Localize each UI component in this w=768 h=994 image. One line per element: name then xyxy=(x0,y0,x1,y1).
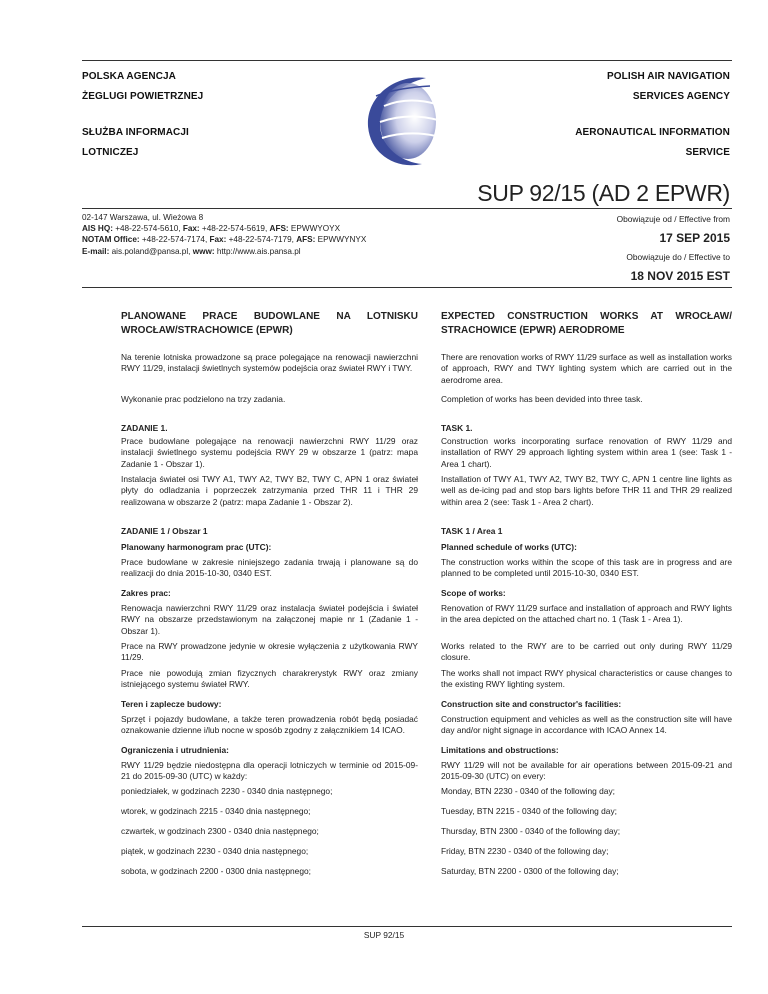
right-area1-heading: TASK 1 / Area 1 xyxy=(441,526,503,536)
right-day-1: Monday, BTN 2230 - 0340 of the following day; xyxy=(441,786,615,796)
left-task1-p1: Prace budowlane polegające na renowacji nawierzchni RWY 11/29 oraz instalacji świetlnego systemu podejścia RWY 29 w obszarze 1 (patrz: mapa Zadanie 1 - Obszar 1). xyxy=(121,436,418,469)
left-day-1: poniedziałek, w godzinach 2230 - 0340 dnia następnego; xyxy=(121,786,333,796)
right-day-3: Thursday, BTN 2300 - 0340 of the following day; xyxy=(441,826,621,836)
left-limits-heading: Ograniczenia i utrudnienia: xyxy=(121,745,229,755)
english-column xyxy=(441,0,738,994)
right-task1-heading: TASK 1. xyxy=(441,423,473,433)
right-task1-p1: Construction works incorporating surface renovation of RWY 11/29 and installation of RWY 29 approach lighting system within area 1 (see: Task 1 - Area 1 chart). xyxy=(441,436,732,469)
right-site-text: Construction equipment and vehicles as well as the construction site will have day and/or night signage in accordance with ICAO Annex 14. xyxy=(441,714,732,736)
right-scope-p1: Renovation of RWY 11/29 surface and installation of approach and RWY lights in the area depicted on the attached chart no. 1 (Task 1 - Area 1). xyxy=(441,603,732,625)
agency-name-en-line1: POLISH AIR NAVIGATION xyxy=(606,71,730,82)
service-name-pl-line2: LOTNICZEJ xyxy=(82,147,139,158)
left-site-text: Sprzęt i pojazdy budowlane, a także teren prowadzenia robót będą posiadać oznakowanie dzienne i/lub nocne w sposób zgodny z załącznikiem 14 ICAO. xyxy=(121,714,418,736)
polish-column xyxy=(121,0,418,994)
right-scope-p2: Works related to the RWY are to be carried out only during RWY 11/29 closure. xyxy=(441,641,732,663)
left-site-heading: Teren i zaplecze budowy: xyxy=(121,699,222,709)
left-intro-2: Wykonanie prac podzielono na trzy zadania. xyxy=(121,394,286,404)
service-name-en-line1: AERONAUTICAL INFORMATION xyxy=(575,127,730,138)
footer-rule xyxy=(82,926,732,927)
effective-to-date: 18 NOV 2015 EST xyxy=(630,269,730,283)
left-day-4: piątek, w godzinach 2230 - 0340 dnia następnego; xyxy=(121,846,309,856)
left-scope-p2: Prace na RWY prowadzone jedynie w okresie wyłączenia z użytkowania RWY 11/29. xyxy=(121,641,418,663)
agency-name-pl-line1: POLSKA AGENCJA xyxy=(82,71,177,82)
left-day-5: sobota, w godzinach 2200 - 0300 dnia następnego; xyxy=(121,866,311,876)
right-day-4: Friday, BTN 2230 - 0340 of the following day; xyxy=(441,846,609,856)
left-area1-heading: ZADANIE 1 / Obszar 1 xyxy=(121,526,208,536)
supplement-title: SUP 92/15 (AD 2 EPWR) xyxy=(477,180,730,206)
left-intro-1: Na terenie lotniska prowadzone są prace polegające na renowacji nawierzchni RWY 11/29, instalacji świetlnych systemów podejścia oraz świateł RWY i TWY. xyxy=(121,352,418,374)
ais-hq-line: AIS HQ: +48-22-574-5610, Fax: +48-22-574-5619, AFS: EPWWYOYX xyxy=(82,224,341,234)
left-task1-heading: ZADANIE 1. xyxy=(121,423,168,433)
agency-name-pl-line2: ŻEGLUGI POWIETRZNEJ xyxy=(82,91,204,102)
email-www-line: E-mail: ais.poland@pansa.pl, www: http://www.ais.pansa.pl xyxy=(82,246,301,256)
right-task1-p2: Installation of TWY A1, TWY A2, TWY B2, TWY C, APN 1 centre line lights as well as de-icing pad and stop bars lights before THR 11 and THR 29 realized within area 2 (see: Task 1 - Area 2 chart). xyxy=(441,474,732,507)
effective-from-label: Obowiązuje od / Effective from xyxy=(616,214,730,224)
right-intro-1: There are renovation works of RWY 11/29 surface as well as installation works of approach, RWY and TWY lighting system which are carried out in the aerodrome area. xyxy=(441,352,732,385)
right-schedule-text: The construction works within the scope of this task are in progress and are planned to be completed until 2015-10-30, 0340 EST. xyxy=(441,557,732,579)
left-schedule-text: Prace budowlane w zakresie niniejszego zadania trwają i planowane są do realizacji do dnia 2015-10-30, 0340 EST. xyxy=(121,557,418,579)
agency-name-en-line2: SERVICES AGENCY xyxy=(632,91,730,102)
effective-from-date: 17 SEP 2015 xyxy=(659,231,730,245)
service-name-en-line2: SERVICE xyxy=(685,147,730,158)
right-intro-2: Completion of works has been devided into three task. xyxy=(441,394,643,404)
right-scope-heading: Scope of works: xyxy=(441,588,506,598)
left-day-3: czwartek, w godzinach 2300 - 0340 dnia następnego; xyxy=(121,826,319,836)
right-schedule-heading: Planned schedule of works (UTC): xyxy=(441,542,577,552)
left-scope-heading: Zakres prac: xyxy=(121,588,171,598)
right-scope-p3: The works shall not impact RWY physical characteristics or cause changes to the existing RWY lighting system. xyxy=(441,668,732,690)
address-line: 02-147 Warszawa, ul. Wieżowa 8 xyxy=(82,213,204,222)
right-site-heading: Construction site and constructor's facilities: xyxy=(441,699,622,709)
notam-office-line: NOTAM Office: +48-22-574-7174, Fax: +48-22-574-7179, AFS: EPWWYNYX xyxy=(82,235,367,245)
left-limits-text: RWY 11/29 będzie niedostępna dla operacji lotniczych w terminie od 2015-09-21 do 2015-09-30 (UTC) w każdy: xyxy=(121,760,418,782)
effective-to-label: Obowiązuje do / Effective to xyxy=(626,252,730,262)
left-scope-p1: Renowacja nawierzchni RWY 11/29 oraz instalacja świateł podejścia i świateł RWY na obszarze przedstawionym na załączonej mapie nr 1 (Zadanie 1 - Obszar 1). xyxy=(121,603,418,636)
page-footer: SUP 92/15 xyxy=(363,930,405,940)
left-scope-p3: Prace nie powodują zmian fizycznych charakrerystyk RWY oraz zmiany istniejącego systemu świateł RWY. xyxy=(121,668,418,690)
service-name-pl-line1: SŁUŻBA INFORMACJI xyxy=(82,127,189,138)
left-schedule-heading: Planowany harmonogram prac (UTC): xyxy=(121,542,272,552)
right-limits-heading: Limitations and obstructions: xyxy=(441,745,559,755)
right-limits-text: RWY 11/29 will not be available for air operations between 2015-09-21 and 2015-09-30 (UTC) on every: xyxy=(441,760,732,782)
right-title: EXPECTED CONSTRUCTION WORKS AT WROCŁAW/ STRACHOWICE (EPWR) AERODROME xyxy=(441,311,732,336)
right-day-2: Tuesday, BTN 2215 - 0340 of the following day; xyxy=(441,806,617,816)
left-day-2: wtorek, w godzinach 2215 - 0340 dnia następnego; xyxy=(121,806,311,816)
left-title: PLANOWANE PRACE BUDOWLANE NA LOTNISKU WROCŁAW/STRACHOWICE (EPWR) xyxy=(121,311,418,336)
right-day-5: Saturday, BTN 2200 - 0300 of the following day; xyxy=(441,866,619,876)
left-task1-p2: Instalacja świateł osi TWY A1, TWY A2, TWY B2, TWY C, APN 1 oraz świateł płyty do odladzania i poprzeczek zatrzymania przed THR 11 i THR 29 realizowana w obszarze 2 (patrz: mapa Zadanie 1 - Obszar 2). xyxy=(121,474,418,507)
